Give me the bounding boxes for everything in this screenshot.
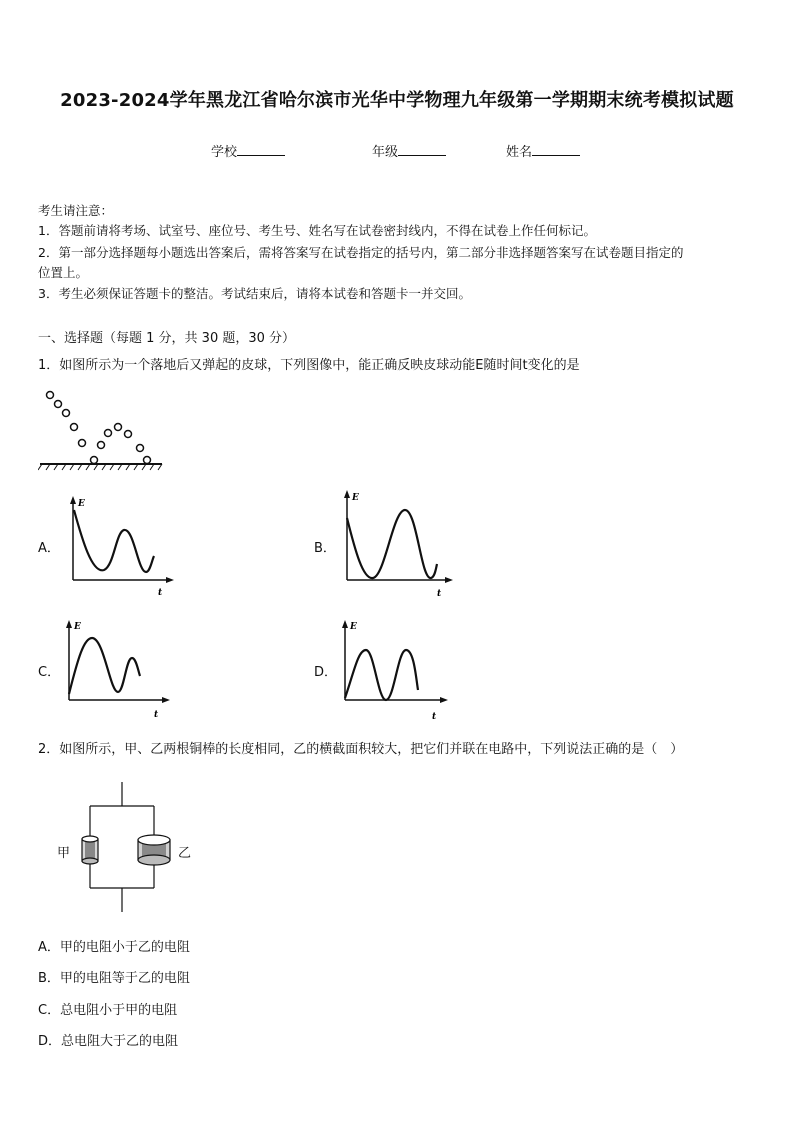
name-blank (532, 143, 580, 156)
q1-option-d[interactable]: D． (314, 665, 338, 680)
graph-d-t-label: t (432, 712, 437, 722)
notice-item-2: 2．第一部分选择题每小题选出答案后，需将答案写在试卷指定的括号内，第二部分非选择题答案写在试卷题目指定的 (38, 245, 684, 260)
copper-rod-jia (82, 836, 98, 864)
graph-a (62, 494, 177, 599)
q2-option-d[interactable]: D．总电阻大于乙的电阻 (38, 1034, 179, 1049)
q1-option-c[interactable]: C． (38, 665, 61, 680)
q2-stem: 2．如图所示，甲、乙两根铜棒的长度相同，乙的横截面积较大，把它们并联在电路中，下列说法正确的是（ ） (38, 742, 684, 757)
graph-a-t-label: t (158, 588, 163, 598)
page-title: 2023-2024学年黑龙江省哈尔滨市光华中学物理九年级第一学期期末统考模拟试题 (60, 90, 734, 111)
q2-option-a[interactable]: A．甲的电阻小于乙的电阻 (38, 940, 190, 955)
label-jia: 甲 (57, 846, 71, 861)
graph-c-e-label: E (74, 622, 81, 632)
school-field (211, 141, 285, 160)
q1-option-a[interactable]: A． (38, 541, 60, 556)
graph-b-t-label: t (437, 589, 442, 599)
section-heading: 一、选择题（每题 1 分，共 30 题，30 分） (38, 331, 296, 346)
notice-item-2-cont: 位置上。 (38, 265, 89, 280)
name-label: 姓名 (506, 145, 533, 160)
notice-item-3: 3．考生必须保证答题卡的整洁。考试结束后，请将本试卷和答题卡一并交回。 (38, 286, 471, 301)
bouncing-ball-figure (38, 386, 168, 472)
copper-rod-yi (138, 835, 170, 865)
grade-blank (398, 143, 446, 156)
grade-label: 年级 (372, 145, 399, 160)
graph-d (334, 618, 449, 723)
graph-d-e-label: E (350, 622, 357, 632)
grade-field (372, 141, 446, 160)
school-label: 学校 (211, 145, 238, 160)
school-blank (237, 143, 285, 156)
name-field (506, 141, 580, 160)
q1-option-b[interactable]: B． (314, 541, 336, 556)
graph-b (337, 488, 457, 600)
notice-item-1: 1．答题前请将考场、试室号、座位号、考生号、姓名写在试卷密封线内，不得在试卷上作任何标记。 (38, 223, 596, 238)
label-yi: 乙 (178, 846, 192, 861)
q1-stem: 1．如图所示为一个落地后又弹起的皮球，下列图像中，能正确反映皮球动能E随时间t变化的是 (38, 358, 580, 373)
graph-c (60, 618, 175, 723)
graph-b-e-label: E (352, 493, 359, 503)
q2-option-b[interactable]: B．甲的电阻等于乙的电阻 (38, 971, 190, 986)
notice-heading: 考生请注意： (38, 203, 114, 218)
q2-option-c[interactable]: C．总电阻小于甲的电阻 (38, 1003, 178, 1018)
graph-c-t-label: t (154, 710, 159, 720)
graph-a-e-label: E (78, 499, 85, 509)
